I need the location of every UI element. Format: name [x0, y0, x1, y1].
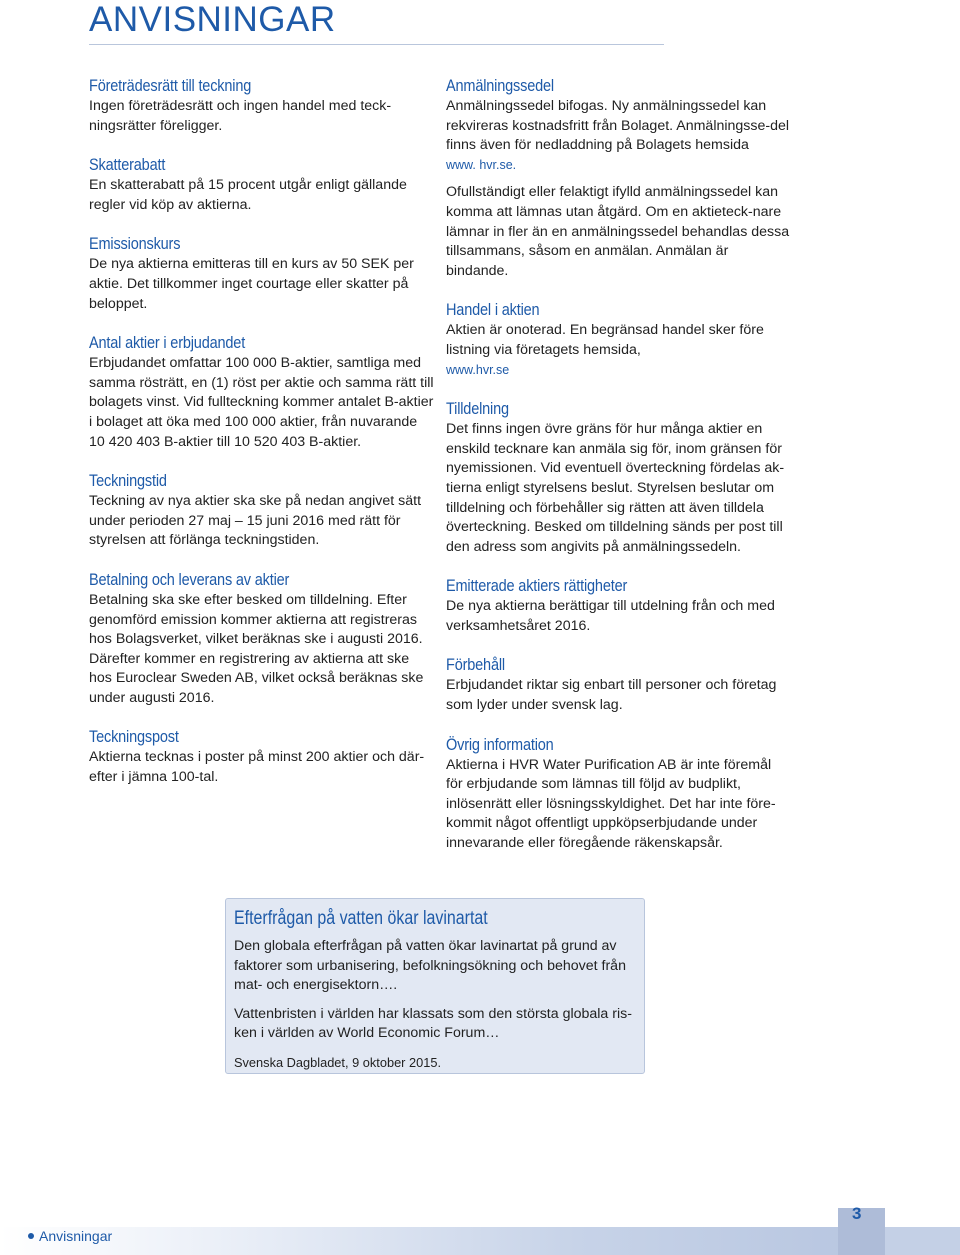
- section-heading: Skatterabatt: [89, 156, 166, 175]
- title-divider: [89, 44, 664, 45]
- section-tilldelning: [446, 399, 791, 557]
- quote-source: Svenska Dagbladet, 9 oktober 2015.: [234, 1054, 442, 1070]
- section-handel: [446, 300, 791, 380]
- section-heading: Emissionskurs: [89, 235, 181, 254]
- footer-label-text: Anvisningar: [39, 1228, 113, 1244]
- section-forbehall: [446, 655, 791, 715]
- section-text: De nya aktierna berättigar till utdelning från och med verksamhetsåret 2016.: [446, 598, 775, 634]
- section-teckningspost: [89, 727, 434, 787]
- section-heading: Emitterade aktiers rättigheter: [446, 577, 628, 596]
- section-text: Anmälningssedel bifogas. Ny anmälningssedel kan rekvireras kostnadsfritt från Bolaget. Anmälningsse-del finns även för nedladdning på Bolagets hemsida www. hvr.se.: [446, 98, 790, 172]
- section-heading: Antal aktier i erbjudandet: [89, 334, 246, 353]
- section-foretradesratt: [89, 76, 434, 136]
- section-text: Ofullständigt eller felaktigt ifylld anmälningssedel kan komma att lämnas utan åtgärd. Om en aktieteck-nare lämnar in fler än en anmälningssedel behandlas dessa tillsammans, såsom en anmälan. Anmälan är bindande.: [446, 184, 790, 279]
- section-heading: Anmälningssedel: [446, 77, 554, 95]
- footer-label: [28, 1228, 112, 1244]
- section-text: De nya aktierna emitteras till en kurs av 50 SEK per aktie. Det tillkommer inget courtage eller skatter på beloppet.: [89, 256, 414, 312]
- section-heading: Teckningstid: [89, 472, 167, 491]
- page-title: ANVISNINGAR: [89, 0, 336, 39]
- section-text: Betalning ska ske efter besked om tilldelning. Efter genomförd emission kommer aktierna att registreras hos Bolagsverket, vilket beräknas ske i augusti 2016. Därefter kommer en registrering av aktierna att ske hos Euroclear Sweden AB, vilket också beräknas ske under augusti 2016.: [89, 591, 424, 706]
- section-heading: Tilldelning: [446, 400, 509, 419]
- section-text: Erbjudandet riktar sig enbart till personer och företag som lyder under svensk lag.: [446, 677, 777, 714]
- section-heading: Handel i aktien: [446, 301, 540, 320]
- section-text: En skatterabatt på 15 procent utgår enligt gällande regler vid köp av aktierna.: [89, 177, 407, 213]
- left-column: [89, 76, 434, 807]
- section-heading: Förbehåll: [446, 656, 505, 675]
- footer-decoration: [838, 1208, 885, 1255]
- right-column: [446, 76, 791, 873]
- section-heading: Företrädesrätt till teckning: [89, 77, 252, 95]
- section-emissionskurs: [89, 234, 434, 314]
- quote-text: Vattenbristen i världen har klassats som den största globala ris-ken i världen av World Economic Forum…: [234, 1005, 632, 1042]
- quote-text: Den globala efterfrågan på vatten ökar lavinartat på grund av faktorer som urbanisering, befolkningsökning och behovet från mat- och energisektorn….: [234, 938, 626, 994]
- website-link[interactable]: www. hvr.se.: [446, 157, 517, 172]
- page-number: 3: [852, 1204, 862, 1223]
- section-text: Ingen företrädesrätt och ingen handel med teck-ningsrätter föreligger.: [89, 98, 392, 134]
- section-text: Det finns ingen övre gräns för hur många aktier en enskild tecknare kan anmäla sig för, inom gränsen för nyemissionen. Vid eventuell överteckning fördelas ak-tierna enligt styrelsens beslut. Styrelsen beslutar om tilldelning och förbehåller sig rätten att även tilldela överteckning. Besked om tilldelning sänds per post till den adress som angivits på anmälningssedeln.: [446, 421, 785, 555]
- section-heading: Teckningspost: [89, 728, 179, 747]
- section-betalning: [89, 570, 434, 709]
- website-link[interactable]: www.hvr.se: [446, 362, 510, 377]
- section-anmalningssedel: [446, 76, 791, 281]
- section-heading: Betalning och leverans av aktier: [89, 570, 290, 589]
- bullet-icon: [28, 1233, 34, 1239]
- section-text: Aktierna i HVR Water Purification AB är inte föremål för erbjudande som lämnas till följd av budplikt, inlösenrätt eller lösningsskyldighet. Det har inte före-kommit något offentligt uppköpserbjudande under innevarande eller föregående räkenskapsår.: [446, 756, 776, 852]
- quote-heading: Efterfrågan på vatten ökar lavinartat: [234, 908, 488, 929]
- section-ovrig-information: [446, 735, 791, 854]
- footer-decoration: [885, 1227, 960, 1255]
- section-text: Teckning av nya aktier ska ske på nedan angivet sätt under perioden 27 maj – 15 juni 2016 med rätt för styrelsen att förlänga teckningstiden.: [89, 493, 422, 549]
- section-heading: Övrig information: [446, 735, 554, 754]
- section-antal-aktier: [89, 333, 434, 452]
- section-text: Aktien är onoterad. En begränsad handel sker före listning via företagets hemsida, www.hvr.se: [446, 322, 764, 377]
- section-text: Aktierna tecknas i poster på minst 200 aktier och där-efter i jämna 100-tal.: [89, 749, 425, 786]
- quote-box: [225, 898, 645, 1074]
- footer-bar: [0, 1227, 960, 1255]
- section-skatterabatt: [89, 155, 434, 215]
- section-text: Erbjudandet omfattar 100 000 B-aktier, samtliga med samma rösträtt, en (1) röst per aktie och samma rätt till bolagets vinst. Vid fullteckning kommer antalet B-aktier i bolaget att öka med 100 000 aktier, från nuvarande 10 420 403 B-aktier till 10 520 403 B-aktier.: [89, 355, 434, 450]
- section-teckningstid: [89, 471, 434, 551]
- section-rattigheter: [446, 576, 791, 636]
